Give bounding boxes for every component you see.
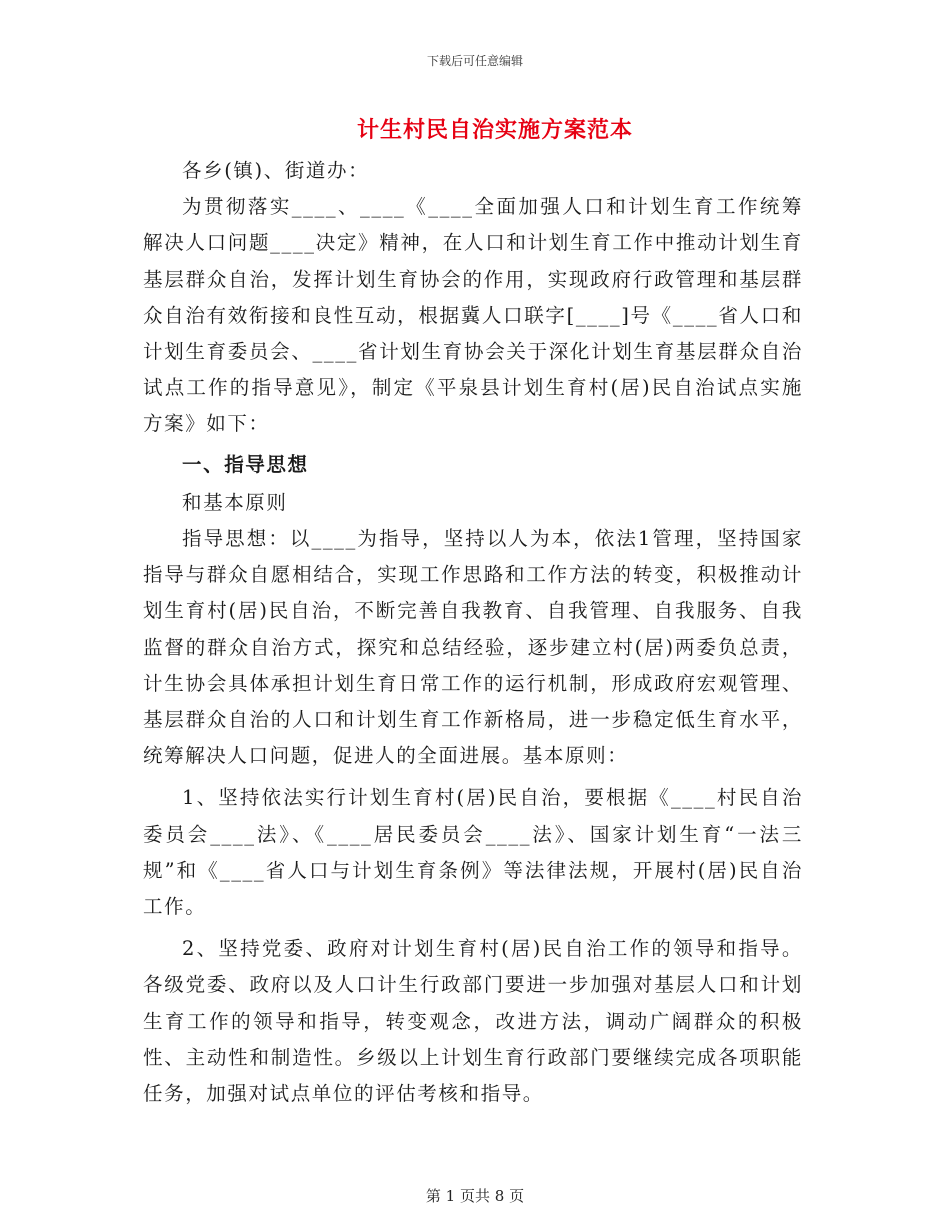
section-subheading: 和基本原则 [182,490,288,514]
page-number: 第 1 页共 8 页 [425,1187,525,1205]
section-heading: 一、指导思想 [182,452,309,476]
intro-paragraph: 为贯彻落实____、____《____全面加强人口和计划生育工作统筹解决人口问题____决定》精神，在人口和计划生育工作中推动计划生育基层群众自治，发挥计划生育协会的作用，实现政府行政管理和基层群众自治有效衔接和良性互动，根据冀人口联字[____]号《____省人口和计划生育委员会、____省计划生育协会关于深化计划生育基层群众自治试点工作的指导意见》，制定《平泉县计划生育村(居)民自治试点实施方案》如下： [143,195,803,436]
document-title: 计生村民自治实施方案范本 [356,118,633,143]
salutation: 各乡(镇)、街道办： [182,159,370,182]
principle-2-paragraph: 2、坚持党委、政府对计划生育村(居)民自治工作的领导和指导。各级党委、政府以及人口计生行政部门要进一步加强对基层人口和计划生育工作的领导和指导，转变观念，改进方法，调动广阔群众的积极性、主动性和制造性。乡级以上计划生育行政部门要继续完成各项职能任务，加强对试点单位的评估考核和指导。 [143,937,803,1106]
header-note: 下载后可任意编辑 [426,54,523,68]
document-body [143,153,803,1112]
guiding-thought-paragraph: 指导思想：以____为指导，坚持以人为本，依法1管理，坚持国家指导与群众自愿相结合，实现工作思路和工作方法的转变，积极推动计划生育村(居)民自治，不断完善自我教育、自我管理、自我服务、自我监督的群众自治方式，探究和总结经验，逐步建立村(居)两委负总责，计生协会具体承担计划生育日常工作的运行机制，形成政府宏观管理、基层群众自治的人口和计划生育工作新格局，进一步稳定低生育水平，统筹解决人口问题，促进人的全面进展。基本原则： [143,527,803,768]
principle-1-paragraph: 1、坚持依法实行计划生育村(居)民自治，要根据《____村民自治委员会____法》、《____居民委员会____法》、国家计划生育“一法三规”和《____省人口与计划生育条例》等法律法规，开展村(居)民自治工作。 [143,786,803,919]
